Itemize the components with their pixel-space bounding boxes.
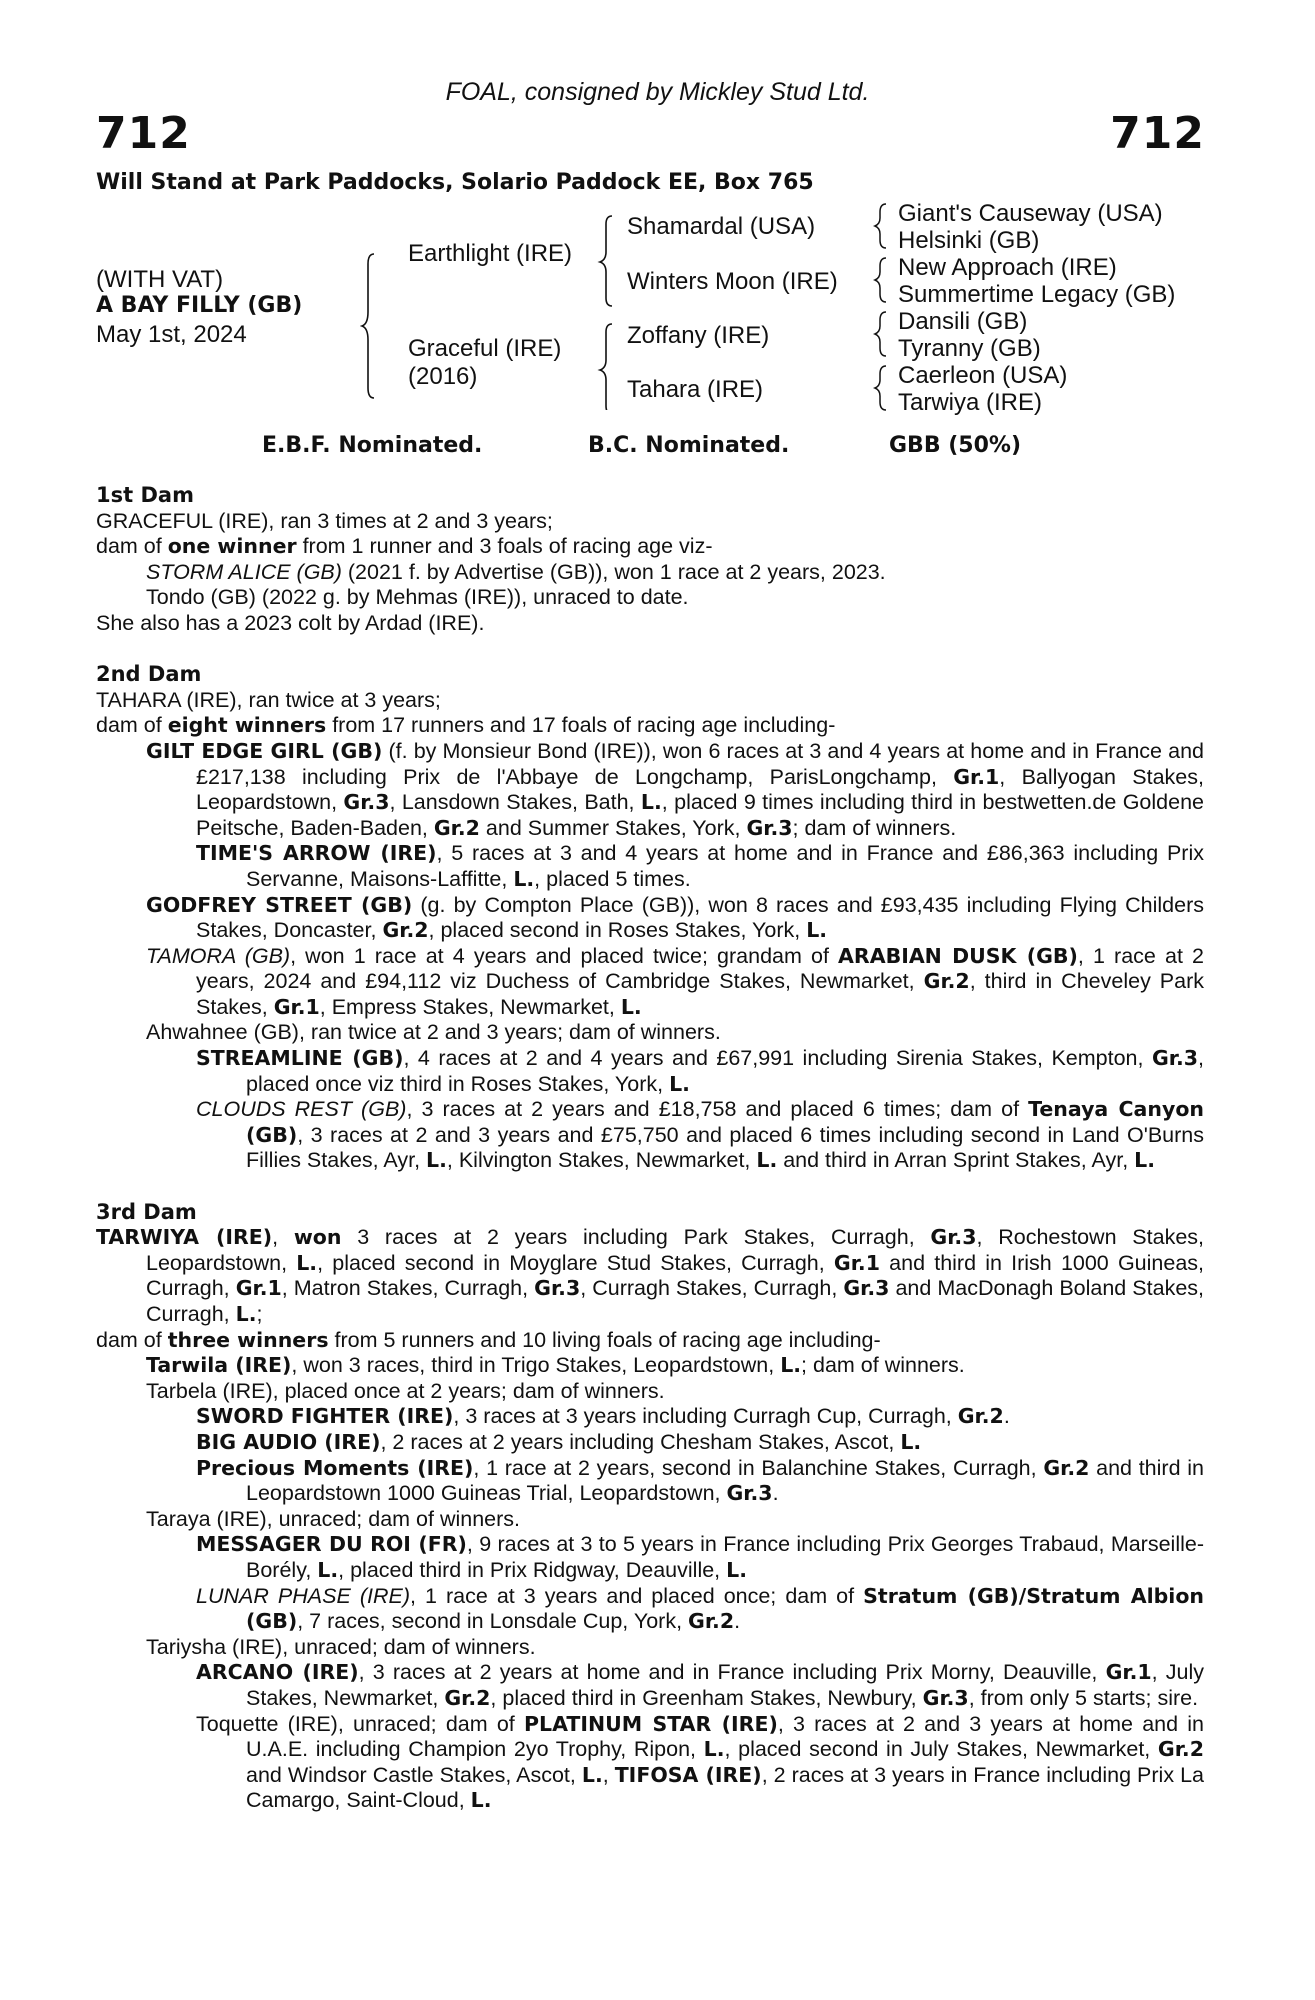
sire-sire: Shamardal (USA): [627, 213, 816, 240]
ancestor-6: Tyranny (GB): [898, 335, 1041, 362]
produce-entry: Tarwila (IRE), won 3 races, third in Trigo Stakes, Leopardstown, L.; dam of winners.: [146, 1353, 965, 1378]
grandsire-braces: [872, 200, 898, 420]
dam-name: Graceful (IRE): [408, 335, 562, 362]
ancestor-8: Tarwiya (IRE): [898, 389, 1043, 416]
second-dam-text: dam of eight winners from 17 runners and 17 foals of racing age including-: [96, 713, 836, 738]
dam-year: (2016): [408, 363, 478, 390]
sire-name: Earthlight (IRE): [408, 240, 573, 267]
produce-entry: Taraya (IRE), unraced; dam of winners.: [146, 1506, 521, 1531]
second-dam-heading: 2nd Dam: [96, 662, 202, 687]
stand-location: Will Stand at Park Paddocks, Solario Paddock EE, Box 765: [96, 170, 814, 195]
gbb-badge: GBB (50%): [889, 433, 1022, 458]
ancestor-3: New Approach (IRE): [898, 254, 1117, 281]
consignment-line: FOAL, consigned by Mickley Stud Ltd.: [445, 78, 870, 106]
produce-entry: SWORD FIGHTER (IRE), 3 races at 3 years including Curragh Cup, Curragh, Gr.2.: [196, 1404, 1010, 1429]
ancestor-2: Helsinki (GB): [898, 227, 1040, 254]
third-dam-text: dam of three winners from 5 runners and 10 living foals of racing age including-: [96, 1327, 881, 1352]
produce-entry: GILT EDGE GIRL (GB) (f. by Monsieur Bond (IRE)), won 6 races at 3 and 4 years at home and in France and £217,138 including Prix de l'Abbaye de Longchamp, ParisLongchamp, Gr.1, Ballyogan Stakes, Leopardstown, Gr.3, Lansdown Stakes, Bath, L., placed 9 times including third in bestwetten.de Goldene Peitsche, Baden-Baden, Gr.2 and Summer Stakes, York, Gr.3; dam of winners.: [146, 738, 1204, 840]
bc-nomination: B.C. Nominated.: [588, 433, 790, 458]
produce-entry: MESSAGER DU ROI (FR), 9 races at 3 to 5 years in France including Prix Georges Trabaud, Marseille-Borély, L., placed third in Prix Ridgway, Deauville, L.: [196, 1532, 1204, 1582]
produce-entry: STORM ALICE (GB) (2021 f. by Advertise (GB)), won 1 race at 2 years, 2023.: [146, 559, 886, 584]
produce-entry: CLOUDS REST (GB), 3 races at 2 years and £18,758 and placed 6 times; dam of Tenaya Canyon (GB), 3 races at 2 and 3 years and £75,750 and placed 6 times including second in Land O'Burns Fillies Stakes, Ayr, L., Kilvington Stakes, Newmarket, L. and third in Arran Sprint Stakes, Ayr, L.: [196, 1097, 1205, 1173]
dam-sire: Zoffany (IRE): [627, 322, 770, 349]
produce-entry: LUNAR PHASE (IRE), 1 race at 3 years and placed once; dam of Stratum (GB)/Stratum Albion (GB), 7 races, second in Lonsdale Cup, York, Gr.2.: [196, 1583, 1205, 1634]
vat-label: (WITH VAT): [96, 266, 224, 293]
produce-entry: Toquette (IRE), unraced; dam of PLATINUM STAR (IRE), 3 races at 2 and 3 years at home and in U.A.E. including Champion 2yo Trophy, Ripon, L., placed second in July Stakes, Newmarket, Gr.2 and Windsor Castle Stakes, Ascot, L., TIFOSA (IRE), 2 races at 3 years in France including Prix La Camargo, Saint-Cloud, L.: [196, 1711, 1204, 1813]
horse-name: A BAY FILLY (GB): [96, 293, 303, 318]
produce-entry: Precious Moments (IRE), 1 race at 2 years, second in Balanchine Stakes, Curragh, Gr.2 and third in Leopardstown 1000 Guineas Trial, Leopardstown, Gr.3.: [196, 1455, 1204, 1506]
first-dam-heading: 1st Dam: [96, 483, 194, 507]
produce-entry: STREAMLINE (GB), 4 races at 2 and 4 years and £67,991 including Sirenia Stakes, Kempton, Gr.3, placed once viz third in Roses Stakes, York, L.: [196, 1046, 1205, 1096]
main-brace: [360, 240, 400, 410]
produce-entry: GODFREY STREET (GB) (g. by Compton Place (GB)), won 8 races and £93,435 including Flying Childers Stakes, Doncaster, Gr.2, placed second in Roses Stakes, York, L.: [146, 892, 1204, 943]
second-dam-text: TAHARA (IRE), ran twice at 3 years;: [96, 687, 441, 712]
dam-dam: Tahara (IRE): [627, 376, 764, 403]
sire-dam: Winters Moon (IRE): [627, 268, 838, 295]
produce-entry: Tariysha (IRE), unraced; dam of winners.: [146, 1634, 536, 1659]
produce-entry: TIME'S ARROW (IRE), 5 races at 3 and 4 years at home and in France and £86,363 including Prix Servanne, Maisons-Laffitte, L., placed 5 times.: [196, 841, 1204, 891]
third-dam-text: TARWIYA (IRE), won 3 races at 2 years including Park Stakes, Curragh, Gr.3, Rochestown Stakes, Leopardstown, L., placed second in Moyglare Stud Stakes, Curragh, Gr.1 and third in Irish 1000 Guineas, Curragh, Gr.1, Matron Stakes, Curragh, Gr.3, Curragh Stakes, Curragh, Gr.3 and MacDonagh Boland Stakes, Curragh, L.;: [96, 1225, 1205, 1326]
first-dam-text: GRACEFUL (IRE), ran 3 times at 2 and 3 years;: [96, 508, 553, 533]
ancestor-1: Giant's Causeway (USA): [898, 200, 1163, 227]
produce-entry: Ahwahnee (GB), ran twice at 2 and 3 years; dam of winners.: [146, 1020, 721, 1045]
catalogue-text: [96, 483, 1204, 1814]
first-dam-text: She also has a 2023 colt by Ardad (IRE).: [96, 610, 485, 635]
produce-entry: Tondo (GB) (2022 g. by Mehmas (IRE)), unraced to date.: [146, 585, 689, 610]
first-dam-text: dam of one winner from 1 runner and 3 foals of racing age viz-: [96, 534, 713, 559]
ancestor-7: Caerleon (USA): [898, 362, 1068, 389]
lot-number-right: 712: [1110, 108, 1205, 159]
sire-dam-braces: [596, 210, 626, 410]
produce-entry: ARCANO (IRE), 3 races at 2 years at home and in France including Prix Morny, Deauville, Gr.1, July Stakes, Newmarket, Gr.2, placed third in Greenham Stakes, Newbury, Gr.3, from only 5 starts; sire.: [196, 1660, 1205, 1710]
produce-entry: TAMORA (GB), won 1 race at 4 years and placed twice; grandam of ARABIAN DUSK (GB), 1 race at 2 years, 2024 and £94,112 viz Duchess of Cambridge Stakes, Newmarket, Gr.2, third in Cheveley Park Stakes, Gr.1, Empress Stakes, Newmarket, L.: [146, 943, 1205, 1019]
produce-entry: Tarbela (IRE), placed once at 2 years; dam of winners.: [146, 1378, 665, 1403]
lot-number-left: 712: [96, 108, 191, 159]
third-dam-heading: 3rd Dam: [96, 1199, 197, 1224]
ancestor-4: Summertime Legacy (GB): [898, 281, 1176, 308]
ebf-nomination: E.B.F. Nominated.: [262, 433, 483, 458]
horse-dob: May 1st, 2024: [96, 321, 247, 348]
ancestor-5: Dansili (GB): [898, 308, 1028, 335]
produce-entry: BIG AUDIO (IRE), 2 races at 2 years including Chesham Stakes, Ascot, L.: [196, 1429, 922, 1454]
